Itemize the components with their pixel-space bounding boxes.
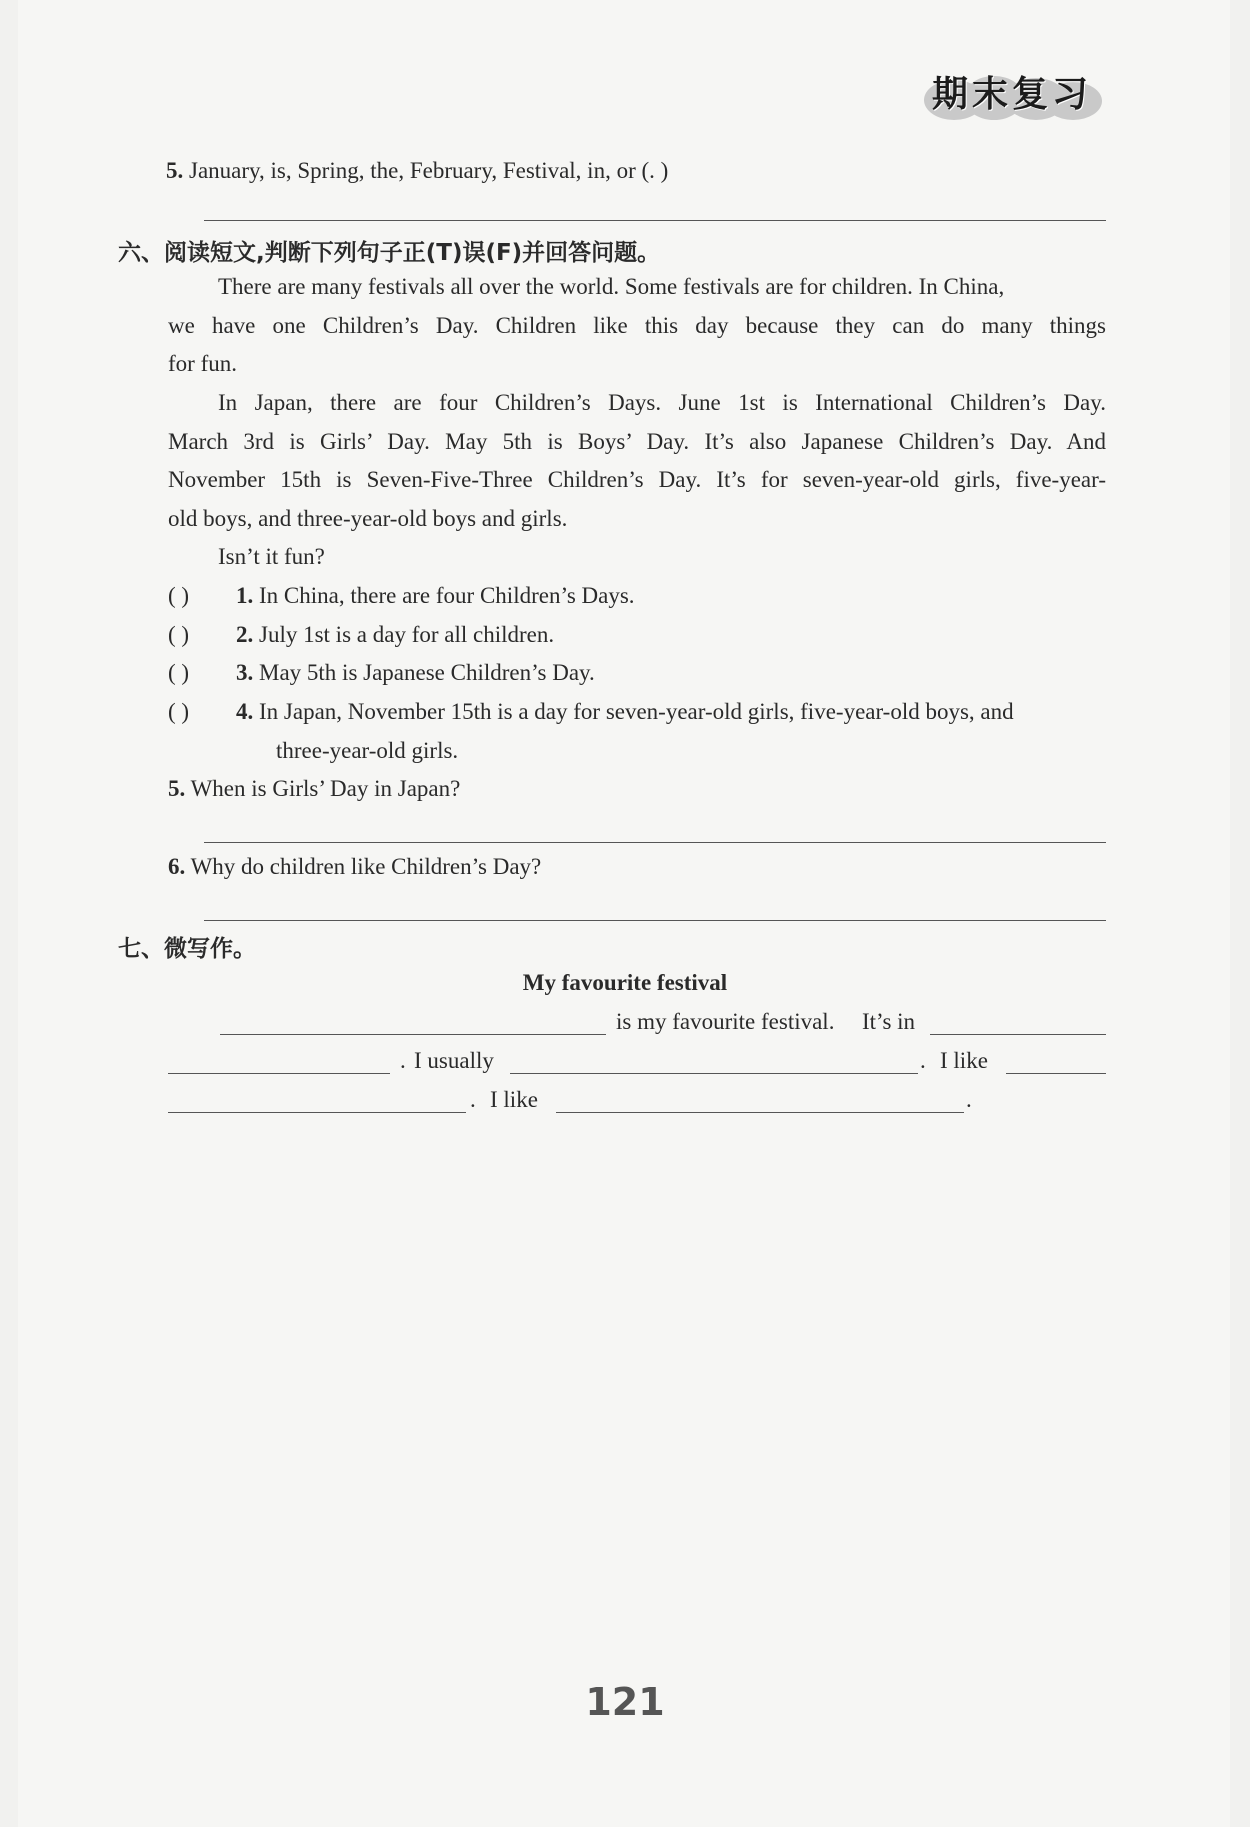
writing-text: . — [400, 1048, 406, 1073]
item-text: May 5th is Japanese Children’s Day. — [259, 660, 595, 685]
writing-blank[interactable] — [220, 1034, 606, 1035]
writing-text: . — [920, 1048, 926, 1073]
answer-parentheses[interactable]: ( ) — [168, 660, 190, 685]
tf-item-2 — [168, 620, 554, 650]
answer-line[interactable] — [204, 920, 1106, 921]
passage-line: In Japan, there are four Children’s Days. June 1st is International Children’s Day. — [218, 390, 1106, 415]
writing-blank[interactable] — [556, 1112, 964, 1113]
question-number: 5. — [168, 776, 186, 801]
writing-blank[interactable] — [168, 1073, 390, 1074]
answer-line[interactable] — [204, 842, 1106, 843]
passage-line: old boys, and three-year-old boys and girls. — [168, 506, 568, 531]
question-number: 6. — [168, 854, 186, 879]
badge-label: 期末复习 — [932, 74, 1093, 115]
page-number: 121 — [585, 1680, 665, 1724]
item-text: In China, there are four Children’s Days. — [259, 583, 635, 608]
writing-text: I like — [940, 1048, 988, 1073]
writing-text: is my favourite festival. — [616, 1009, 835, 1034]
writing-text: I like — [490, 1087, 538, 1112]
item-number: 2. — [236, 622, 254, 647]
answer-line[interactable] — [204, 220, 1106, 221]
tf-item-4-continued: three-year-old girls. — [276, 738, 459, 763]
question-6 — [168, 852, 541, 882]
question-text: January, is, Spring, the, February, Festival, in, or (. ) — [189, 158, 669, 183]
question-number: 5. — [166, 158, 184, 183]
writing-text: I usually — [414, 1048, 494, 1073]
section-7-title: 七、微写作。 — [118, 936, 256, 962]
writing-blank[interactable] — [168, 1112, 466, 1113]
item-text: July 1st is a day for all children. — [259, 622, 555, 647]
item-text: In Japan, November 15th is a day for seven-year-old girls, five-year-old boys, and — [259, 699, 1014, 724]
item-number: 4. — [236, 699, 254, 724]
passage-line: for fun. — [168, 351, 237, 376]
prev-question-5 — [166, 156, 668, 186]
writing-text: It’s in — [862, 1009, 916, 1034]
tf-item-4 — [168, 697, 1106, 727]
writing-blank[interactable] — [1006, 1073, 1106, 1074]
question-5 — [168, 774, 460, 804]
answer-parentheses[interactable]: ( ) — [168, 622, 190, 647]
passage-line: November 15th is Seven-Five-Three Children’s Day. It’s for seven-year-old girls, five-year- — [168, 467, 1106, 492]
answer-parentheses[interactable]: ( ) — [168, 583, 190, 608]
writing-text: . — [470, 1087, 476, 1112]
tf-item-3 — [168, 658, 595, 688]
chapter-badge — [924, 62, 1104, 120]
passage-line: we have one Children’s Day. Children like this day because they can do many things — [168, 313, 1106, 338]
passage-line: March 3rd is Girls’ Day. May 5th is Boys’ Day. It’s also Japanese Children’s Day. And — [168, 429, 1106, 454]
answer-parentheses[interactable]: ( ) — [168, 699, 190, 724]
item-number: 1. — [236, 583, 254, 608]
question-text: When is Girls’ Day in Japan? — [190, 776, 461, 801]
passage-line: Isn’t it fun? — [218, 544, 325, 569]
tf-item-1 — [168, 581, 635, 611]
question-text: Why do children like Children’s Day? — [190, 854, 542, 879]
section-6-title: 六、阅读短文,判断下列句子正(T)误(F)并回答问题。 — [118, 240, 661, 266]
writing-blank[interactable] — [510, 1073, 918, 1074]
item-number: 3. — [236, 660, 254, 685]
writing-blank[interactable] — [930, 1034, 1106, 1035]
essay-title: My favourite festival — [522, 970, 728, 995]
passage-line: There are many festivals all over the world. Some festivals are for children. In China, — [218, 274, 1005, 299]
writing-text: . — [966, 1087, 972, 1112]
